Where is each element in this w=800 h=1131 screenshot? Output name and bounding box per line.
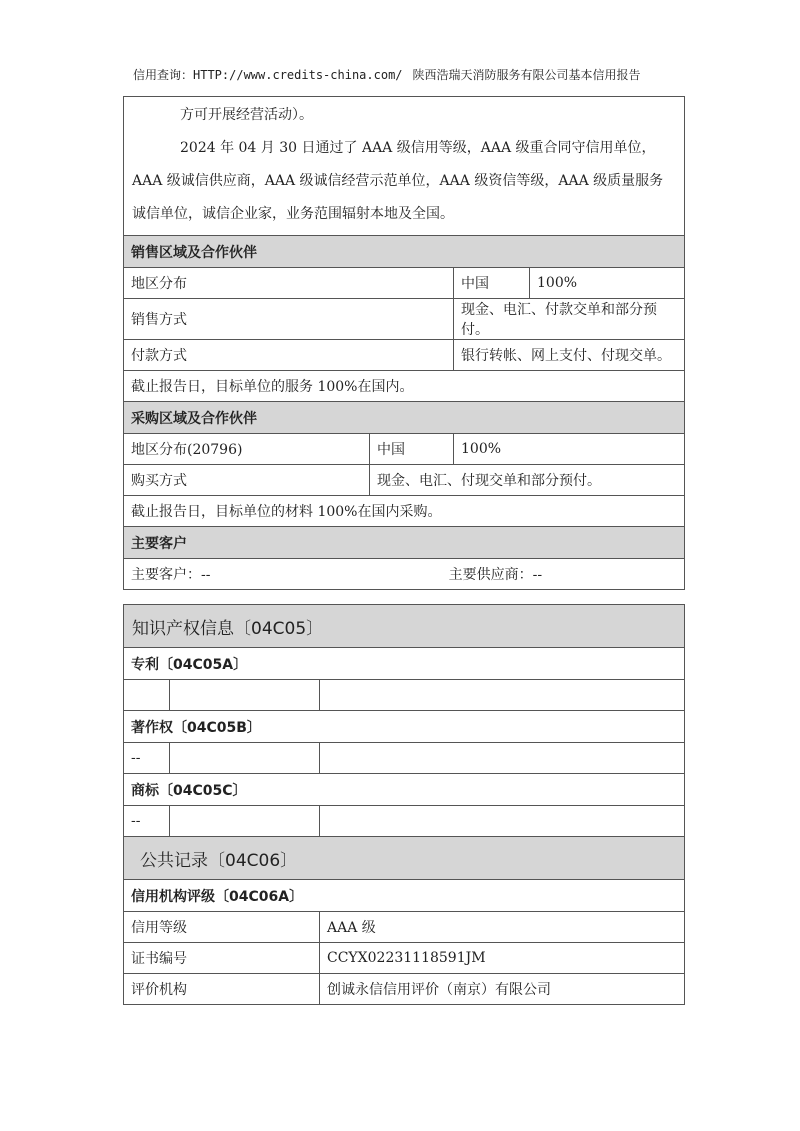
- report-title: 陕西浩瑞天消防服务有限公司基本信用报告: [412, 68, 641, 82]
- copyright-title: 著作权〔04C05B〕: [124, 711, 685, 743]
- copyright-row: [124, 743, 685, 774]
- sales-region-label: 地区分布: [124, 268, 454, 299]
- main-customers-text: 主要客户：--: [131, 567, 211, 583]
- credit-grade-label: 信用等级: [124, 912, 320, 943]
- purchase-method-label: 购买方式: [124, 465, 370, 496]
- credit-grade-value: AAA 级: [320, 912, 685, 943]
- intro-line-1: 方可开展经营活动）。: [180, 107, 313, 123]
- main-suppliers-text: 主要供应商：--: [448, 567, 543, 583]
- payment-method-label: 付款方式: [124, 340, 454, 371]
- sales-method-value: 现金、电汇、付款交单和部分预付。: [454, 299, 685, 340]
- intro-line-2: 2024 年 04 月 30 日通过了 AAA 级信用等级，AAA 级重合同守信用单位，AAA 级诚信供应商，AAA 级诚信经营示范单位，AAA 级资信等级，AAA 级质量服务诚信单位，诚信企业家，业务范围辐射本地及全国。: [132, 140, 664, 222]
- sales-section-title: 销售区域及合作伙伴: [124, 236, 685, 268]
- ip-section-title: 知识产权信息〔04C05〕: [124, 605, 685, 648]
- page-header: [133, 66, 693, 83]
- purchase-note: 截止报告日，目标单位的材料 100%在国内采购。: [124, 496, 685, 527]
- rating-agency-label: 评价机构: [124, 974, 320, 1005]
- trademark-row: [124, 806, 685, 837]
- sales-method-label: 销售方式: [124, 299, 454, 340]
- credit-site-text: 信用查询：HTTP://www.credits-china.com/: [133, 68, 403, 82]
- certificate-number-label: 证书编号: [124, 943, 320, 974]
- sales-region-name: 中国: [454, 268, 530, 299]
- purchase-section-title: 采购区域及合作伙伴: [124, 402, 685, 434]
- purchase-region-name: 中国: [370, 434, 454, 465]
- purchase-region-pct: 100%: [454, 434, 685, 465]
- ip-public-table: [123, 604, 685, 1005]
- sales-note: 截止报告日，目标单位的服务 100%在国内。: [124, 371, 685, 402]
- business-info-table: [123, 96, 685, 590]
- sales-region-pct: 100%: [530, 268, 685, 299]
- purchase-region-label: 地区分布(20796): [124, 434, 370, 465]
- trademark-title: 商标〔04C05C〕: [124, 774, 685, 806]
- trademark-value: --: [124, 806, 170, 837]
- certificate-number-value: CCYX02231118591JM: [320, 943, 685, 974]
- intro-row: [124, 97, 685, 236]
- patent-title: 专利〔04C05A〕: [124, 648, 685, 680]
- public-records-title: 公共记录〔04C06〕: [124, 837, 685, 880]
- credit-rating-title: 信用机构评级〔04C06A〕: [124, 880, 685, 912]
- payment-method-value: 银行转帐、网上支付、付现交单。: [454, 340, 685, 371]
- patent-row: [124, 680, 685, 711]
- copyright-value: --: [124, 743, 170, 774]
- customers-section-title: 主要客户: [124, 527, 685, 559]
- purchase-method-value: 现金、电汇、付现交单和部分预付。: [370, 465, 685, 496]
- rating-agency-value: 创诚永信信用评价（南京）有限公司: [320, 974, 685, 1005]
